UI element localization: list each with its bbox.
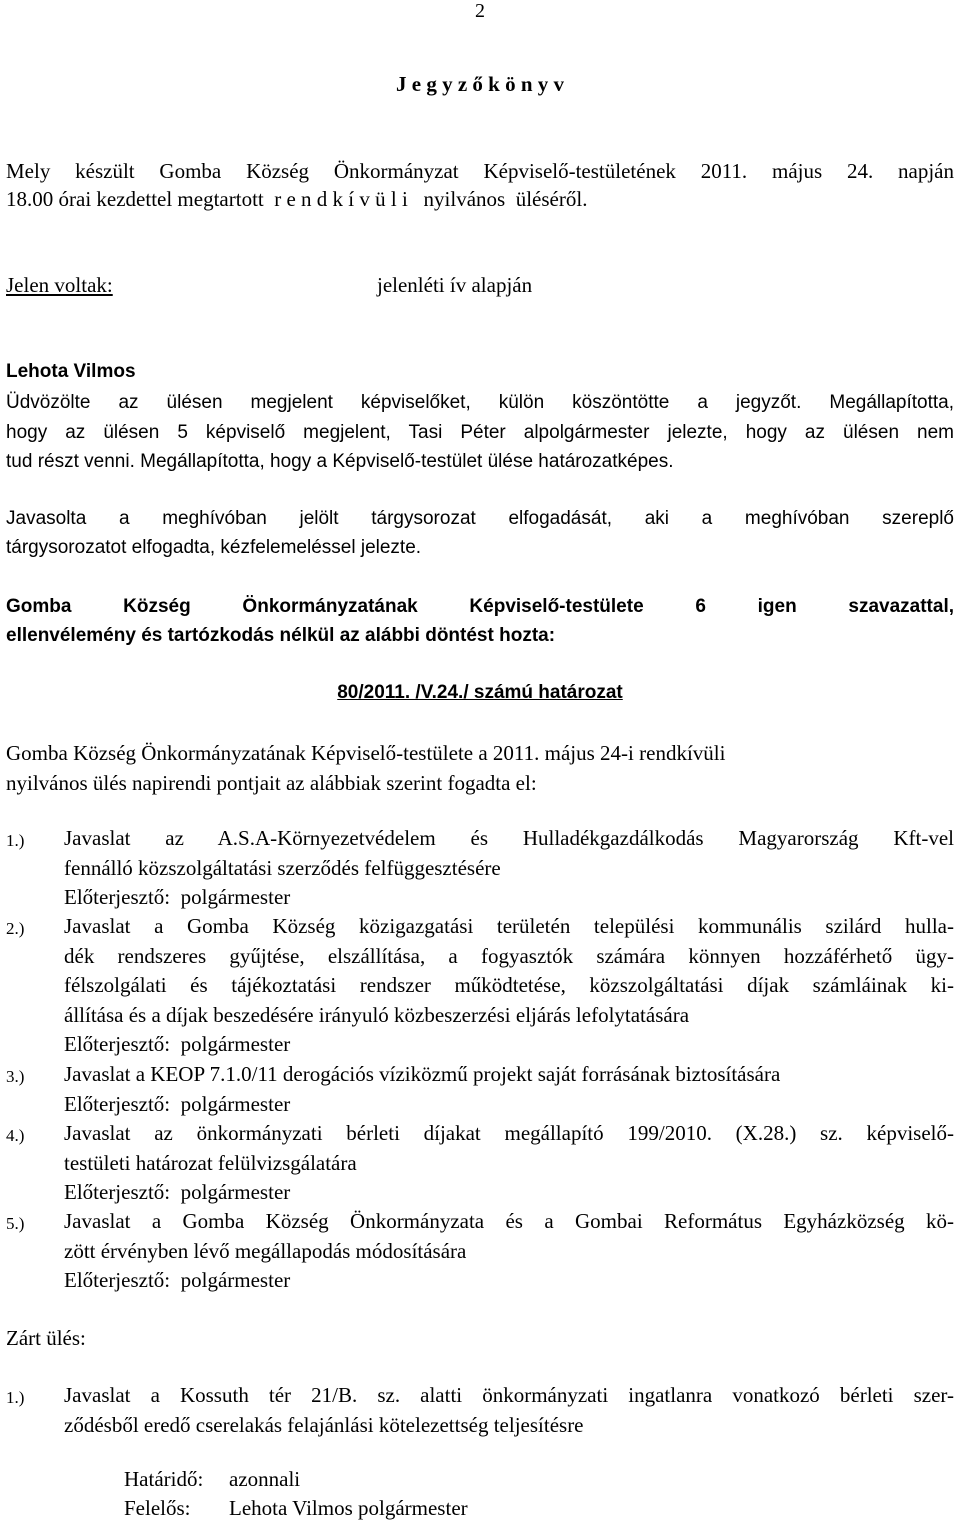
intro-line-1: Mely készült Gomba Község Önkormányzat Képviselő-testületének 2011. május 24. napján	[6, 159, 954, 183]
deadline-label: Határidő:	[124, 1467, 204, 1491]
agenda-item-line: Javaslat a Gomba Község Önkormányzata és a Gombai Református Egyházközség kö-	[64, 1209, 954, 1233]
deadline-value: azonnali	[229, 1467, 301, 1491]
agenda-item-presenter: Előterjesztő: polgármester	[64, 1092, 291, 1116]
responsible-label: Felelős:	[124, 1496, 191, 1520]
decision-line-1: Gomba Község Önkormányzatának Képviselő-testülete 6 igen szavazattal,	[6, 596, 954, 617]
decision-line-2: ellenvélemény és tartózkodás nélkül az alábbi döntést hozta:	[6, 625, 556, 646]
agenda-item-number: 3.)	[6, 1067, 25, 1086]
agenda-item-line: Javaslat a KEOP 7.1.0/11 derogációs víziközmű projekt saját forrásának biztosítására	[64, 1062, 781, 1086]
agenda-item-number: 2.)	[6, 919, 25, 938]
agenda-item-line: állítása és a díjak beszedésére irányuló közbeszerzési eljárás lefolytatására	[64, 1003, 690, 1027]
page-number: 2	[475, 0, 485, 22]
closed-session-label: Zárt ülés:	[6, 1326, 86, 1350]
resolution-title: 80/2011. /V.24./ számú határozat	[337, 682, 623, 703]
agenda-item-number: 1.)	[6, 1388, 25, 1407]
agenda-item-line: testületi határozat felülvizsgálatára	[64, 1151, 357, 1175]
document-title: J e g y z ő k ö n y v	[396, 72, 564, 96]
chair-line-3: tud részt venni. Megállapította, hogy a Képviselő-testület ülése határozatképes.	[6, 451, 674, 472]
agenda-item-presenter: Előterjesztő: polgármester	[64, 1032, 291, 1056]
agenda-item-number: 5.)	[6, 1214, 25, 1233]
agenda-item-line: zött érvényben lévő megállapodás módosítására	[64, 1239, 467, 1263]
intro-line-2: 18.00 órai kezdettel megtartott r e n d k í v ü l i nyilvános üléséről.	[6, 187, 588, 211]
agenda-item	[0, 914, 960, 1064]
agenda-item-line: ződésből eredő cserelakás felajánlási kötelezettség teljesítésre	[64, 1413, 584, 1437]
resolution-line-1: Gomba Község Önkormányzatának Képviselő-testülete a 2011. május 24-i rendkívüli	[6, 741, 726, 765]
chair-name: Lehota Vilmos	[6, 361, 136, 382]
agenda-item-line: dék rendszeres gyűjtése, elszállítása, a fogyasztók számára könnyen hozzáférhető ügy-	[64, 944, 954, 968]
agenda-item-line: fennálló közszolgáltatási szerződés felfüggesztésére	[64, 856, 501, 880]
agenda-item-presenter: Előterjesztő: polgármester	[64, 1180, 291, 1204]
chair-line-1: Üdvözölte az ülésen megjelent képviselőket, külön köszöntötte a jegyzőt. Megállapította,	[6, 392, 954, 413]
proposal-line-2: tárgysorozatot elfogadta, kézfelemeléssel jelezte.	[6, 537, 422, 558]
proposal-line-1: Javasolta a meghívóban jelölt tárgysorozat elfogadását, aki a meghívóban szereplő	[6, 508, 954, 529]
responsible-value: Lehota Vilmos polgármester	[229, 1496, 468, 1520]
agenda-item	[0, 1062, 960, 1122]
chair-line-2: hogy az ülésen 5 képviselő megjelent, Tasi Péter alpolgármester jelezte, hogy az ülésen nem	[6, 422, 954, 443]
agenda-item	[0, 1209, 960, 1299]
agenda-item-line: Javaslat a Kossuth tér 21/B. sz. alatti önkormányzati ingatlanra vonatkozó bérleti szer-	[64, 1383, 954, 1407]
agenda-item-line: félszolgálati és tájékoztatási rendszer működtetése, közszolgáltatási díjak számláinak ki-	[64, 973, 954, 997]
agenda-item-presenter: Előterjesztő: polgármester	[64, 885, 291, 909]
agenda-item-line: Javaslat az A.S.A-Környezetvédelem és Hulladékgazdálkodás Magyarország Kft-vel	[64, 826, 954, 850]
agenda-item-number: 1.)	[6, 831, 25, 850]
agenda-item	[0, 826, 960, 916]
agenda-item-number: 4.)	[6, 1126, 25, 1145]
agenda-item-line: Javaslat a Gomba Község közigazgatási területén települési kommunális szilárd hulla-	[64, 914, 954, 938]
closed-session-item	[0, 1383, 960, 1443]
attendance-value: jelenléti ív alapján	[377, 273, 533, 297]
attendance-label: Jelen voltak:	[6, 273, 113, 297]
agenda-item	[0, 1121, 960, 1211]
agenda-item-line: Javaslat az önkormányzati bérleti díjakat megállapító 199/2010. (X.28.) sz. képviselő-	[64, 1121, 954, 1145]
resolution-line-2: nyilvános ülés napirendi pontjait az alábbiak szerint fogadta el:	[6, 771, 537, 795]
agenda-item-presenter: Előterjesztő: polgármester	[64, 1268, 291, 1292]
